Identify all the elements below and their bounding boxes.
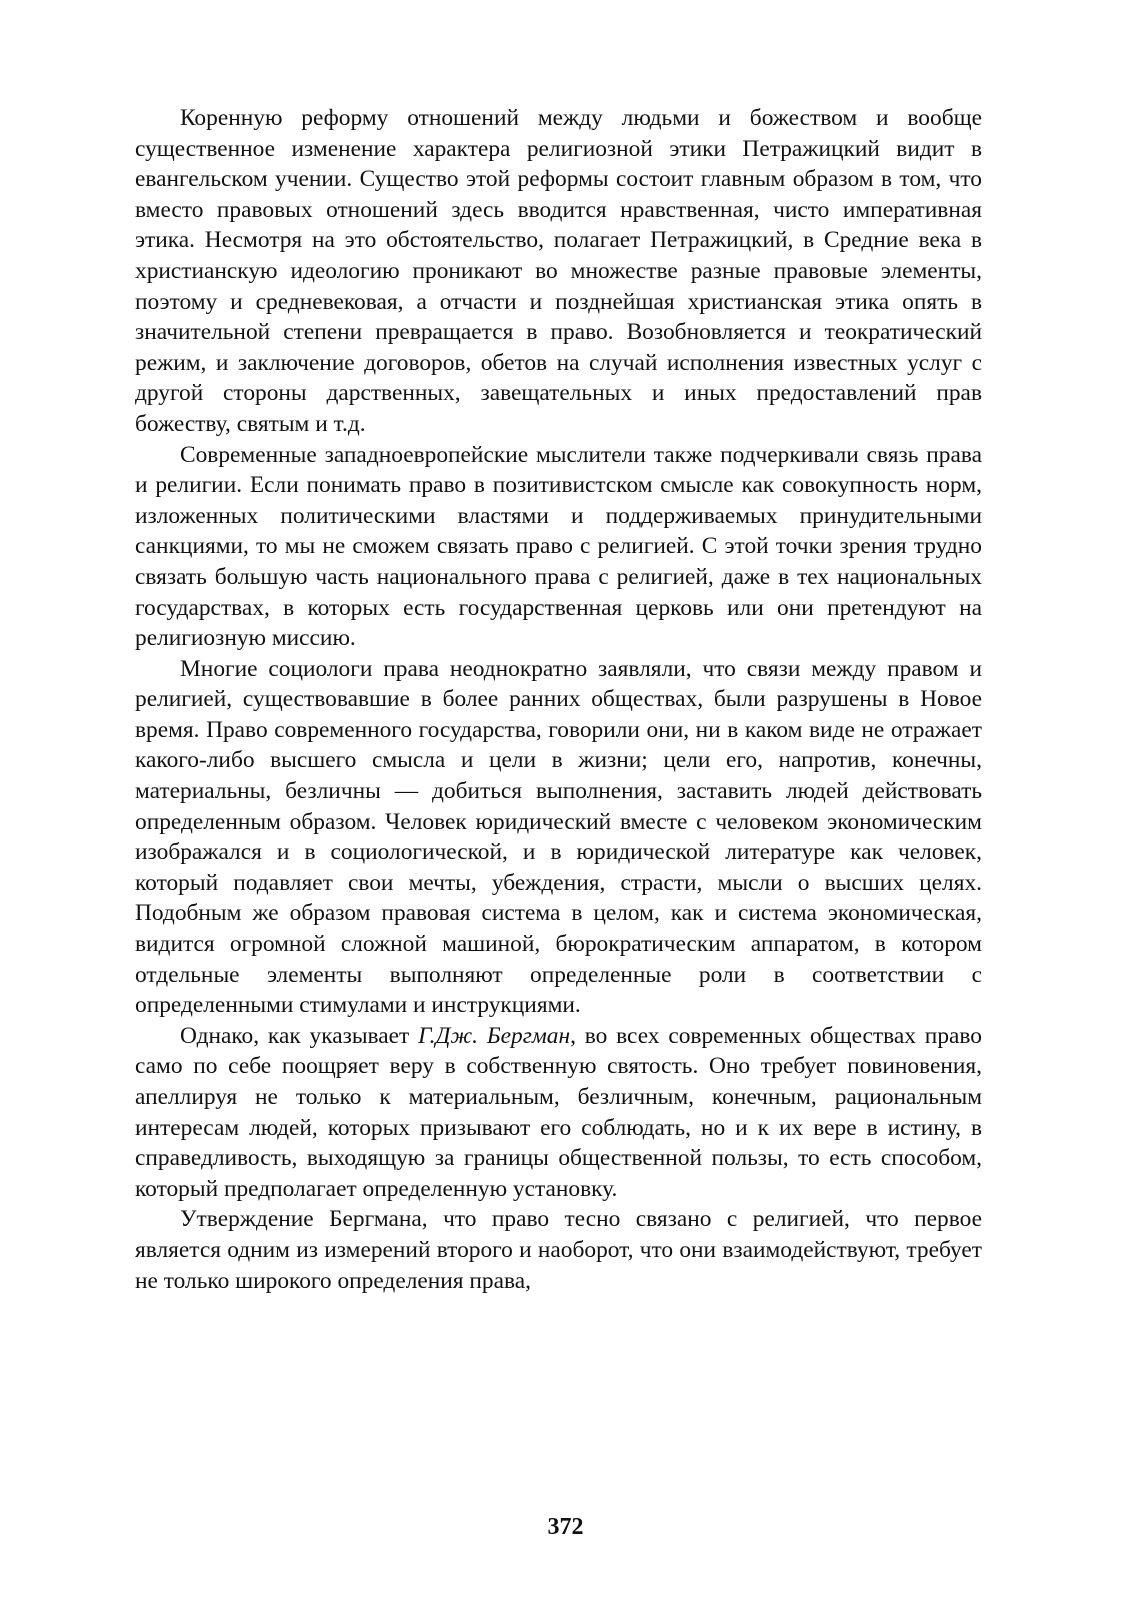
paragraph-3: Многие социологи права неоднократно заявляли, что связи между правом и религией, существовавшие в более ранних обществах, были разрушены в Новое время. Право современного государства, говорили они, ни в каком виде не отражает какого-либо высшего смысла и цели в жизни; цели его, напротив, конечны, материальны, безличны — добиться выполнения, заставить людей действовать определенным образом. Человек юридический вместе с человеком экономическим изображался и в социологической, и в юридической литературе как человек, который подавляет свои мечты, убеждения, страсти, мысли о высших целях. Подобным же образом правовая система в целом, как и система экономическая, видится огромной сложной машиной, бюрократическим аппаратом, в котором отдельные элементы выполняют определенные роли в соответствии с определенными стимулами и инструкциями. [135, 655, 982, 1019]
paragraph-2: Современные западноевропейские мыслители также подчеркивали связь права и религии. Если понимать право в позитивистском смысле как совокупность норм, изложенных политическими властями и поддерживаемых принудительными санкциями, то мы не сможем связать право с религией. С этой точки зрения трудно связать большую часть национального права с религией, даже в тех национальных государствах, в которых есть государственная церковь или они претендуют на религиозную миссию. [135, 441, 982, 652]
paragraph-4-lead: Однако, как указывает [180, 1022, 419, 1049]
paragraph-4-rest: , во всех современных обществах право само по себе поощряет веру в собственную святость. Оно требует повиновения, апеллируя не только к материальным, безличным, конечным, рациональным интересам людей, которых призывают его соблюдать, но и к их вере в истину, в справедливость, выходящую за границы общественной пользы, то есть способом, который предполагает определенную установку. [135, 1022, 982, 1202]
paragraph-4 [135, 1021, 982, 1205]
paragraph-1: Коренную реформу отношений между людьми и божеством и вообще существенное изменение характера религиозной этики Петражицкий видит в евангельском учении. Существо этой реформы состоит главным образом в том, что вместо правовых отношений здесь вводится нравственная, чисто императивная этика. Несмотря на это обстоятельство, полагает Петражицкий, в Средние века в христианскую идеологию проникают во множестве разные правовые элементы, поэтому и средневековая, а отчасти и позднейшая христианская этика опять в значительной степени превращается в право. Возобновляется и теократический режим, и заключение договоров, обетов на случай исполнения известных услуг с другой стороны дарственных, завещательных и иных предоставлений прав божеству, святым и т.д. [135, 105, 982, 437]
page-body [135, 103, 982, 1296]
author-name: Г.Дж. Бергман [418, 1022, 571, 1049]
page-number: 372 [547, 1514, 584, 1540]
paragraph-5: Утверждение Бергмана, что право тесно связано с религией, что первое является одним из измерений второго и наоборот, что они взаимодействуют, требует не только широкого определения права, [135, 1206, 982, 1294]
